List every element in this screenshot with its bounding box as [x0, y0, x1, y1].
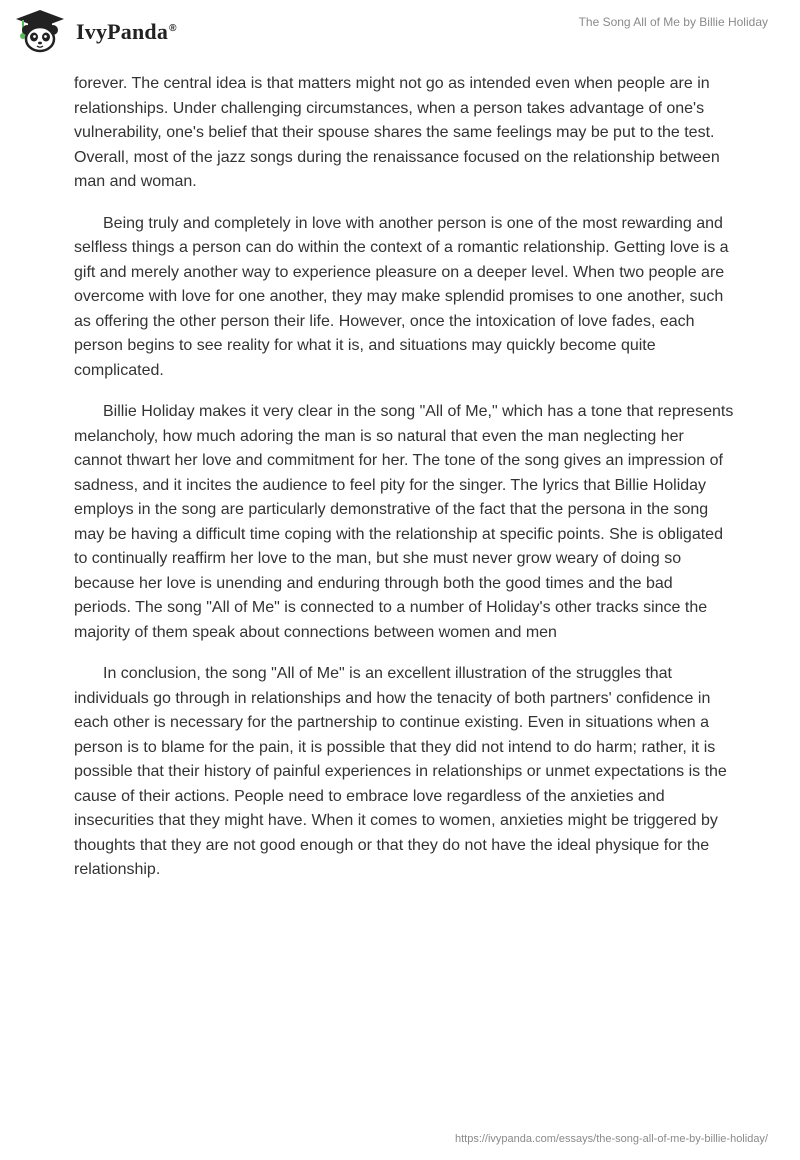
- paragraph-conclusion: In conclusion, the song "All of Me" is an excellent illustration of the struggles that individuals go through in relationships and how the tenacity of both partners' confidence in each other is necessary for the partnership to continue existing. Even in situations when a person is to blame for the pain, it is possible that they did not intend to do harm; rather, it is possible that their history of painful experiences in relationships or unmet expectations is the cause of their actions. People need to embrace love regardless of the anxieties and insecurities that they might have. When it comes to women, anxieties might be triggered by thoughts that they are not good enough or that they do not have the ideal physique for the relationship.: [74, 665, 727, 878]
- ivypanda-logo[interactable]: [14, 8, 177, 54]
- paragraph: Billie Holiday makes it very clear in the song "All of Me," which has a tone that represents melancholy, how much adoring the man is so natural that even the man neglecting her cannot thwart her love and commitment for her. The tone of the song gives an impression of sadness, and it incites the audience to feel pity for the singer. The lyrics that Billie Holiday employs in the song are particularly demonstrative of the fact that the persona in the song may be having a difficult time coping with the relationship at specific points. She is obligated to continually reaffirm her love to the man, but she must never grow weary of doing so because her love is unending and enduring through both the good times and the bad periods. The song "All of Me" is connected to a number of Holiday's other tracks since the majority of them speak about connections between women and men: [74, 403, 734, 641]
- document-title: The Song All of Me by Billie Holiday: [578, 15, 768, 29]
- page-header: [0, 0, 800, 64]
- logo-wordmark: IvyPanda®: [76, 19, 177, 44]
- panda-graduate-icon: [14, 8, 66, 54]
- paragraph: Being truly and completely in love with another person is one of the most rewarding and selfless things a person can do within the context of a romantic relationship. Getting love is a gift and merely another way to experience pleasure on a deeper level. When two people are overcome with love for one another, they may make splendid promises to one another, such as offering the other person their life. However, once the intoxication of love fades, each person begins to see reality for what it is, and situations may quickly become quite complicated.: [74, 214, 729, 379]
- essay-body: [74, 72, 734, 900]
- paragraph-continuation: forever. The central idea is that matters might not go as intended even when people are in relationships. Under challenging circumstances, when a person takes advantage of one's vulnerability, one's belief that their spouse shares the same feelings may be put to the test. Overall, most of the jazz songs during the renaissance focused on the relationship between man and woman.: [74, 75, 720, 190]
- source-url[interactable]: https://ivypanda.com/essays/the-song-all-of-me-by-billie-holiday/: [454, 1133, 768, 1145]
